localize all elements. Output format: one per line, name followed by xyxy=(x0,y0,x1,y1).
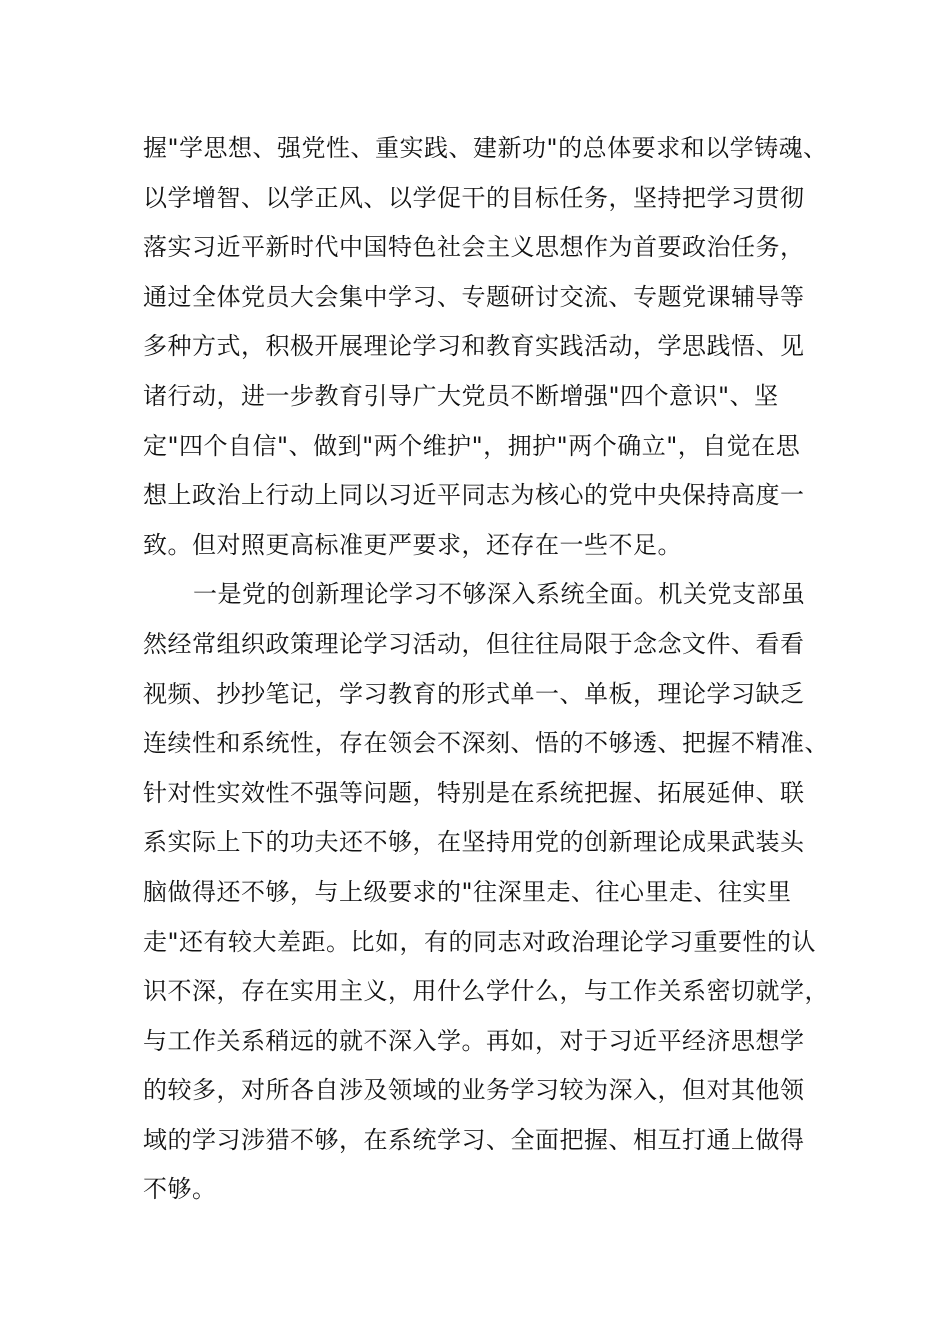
text-line: 与工作关系稍远的就不深入学。再如，对于习近平经济思想学 xyxy=(143,1026,805,1055)
paragraph-start-line: 一是党的创新理论学习不够深入系统全面。机关党支部虽 xyxy=(193,580,806,609)
text-line: 以学增智、以学正风、以学促干的目标任务，坚持把学习贯彻 xyxy=(143,183,805,212)
text-line: 识不深，存在实用主义，用什么学什么，与工作关系密切就学， xyxy=(143,977,829,1006)
text-line: 域的学习涉猎不够，在系统学习、全面把握、相互打通上做得 xyxy=(143,1125,805,1154)
text-line: 握"学思想、强党性、重实践、建新功"的总体要求和以学铸魂、 xyxy=(143,134,828,162)
text-line: 然经常组织政策理论学习活动，但往往局限于念念文件、看看 xyxy=(143,629,805,658)
text-line: 的较多，对所各自涉及领域的业务学习较为深入，但对其他领 xyxy=(143,1076,805,1105)
text-line: 针对性实效性不强等问题，特别是在系统把握、拓展延伸、联 xyxy=(143,778,805,807)
text-line: 连续性和系统性，存在领会不深刻、悟的不够透、把握不精准、 xyxy=(143,729,829,758)
text-line: 视频、抄抄笔记，学习教育的形式单一、单板，理论学习缺乏 xyxy=(143,679,805,708)
text-line: 诸行动，进一步教育引导广大党员不断增强"四个意识"、坚 xyxy=(143,381,779,410)
text-line: 通过全体党员大会集中学习、专题研讨交流、专题党课辅导等 xyxy=(143,282,805,311)
text-line: 不够。 xyxy=(143,1175,217,1204)
text-line: 致。但对照更高标准更严要求，还存在一些不足。 xyxy=(143,530,682,559)
text-line: 落实习近平新时代中国特色社会主义思想作为首要政治任务， xyxy=(143,233,805,262)
text-line: 系实际上下的功夫还不够，在坚持用党的创新理论成果武装头 xyxy=(143,828,805,857)
text-line: 想上政治上行动上同以习近平同志为核心的党中央保持高度一 xyxy=(143,481,805,510)
text-line: 脑做得还不够，与上级要求的"往深里走、往心里走、往实里 xyxy=(143,877,792,906)
text-line: 走"还有较大差距。比如，有的同志对政治理论学习重要性的认 xyxy=(143,927,817,956)
body-text xyxy=(143,124,843,1215)
text-line: 定"四个自信"、做到"两个维护"，拥护"两个确立"，自觉在思 xyxy=(143,431,801,460)
text-line: 多种方式，积极开展理论学习和教育实践活动，学思践悟、见 xyxy=(143,332,805,361)
